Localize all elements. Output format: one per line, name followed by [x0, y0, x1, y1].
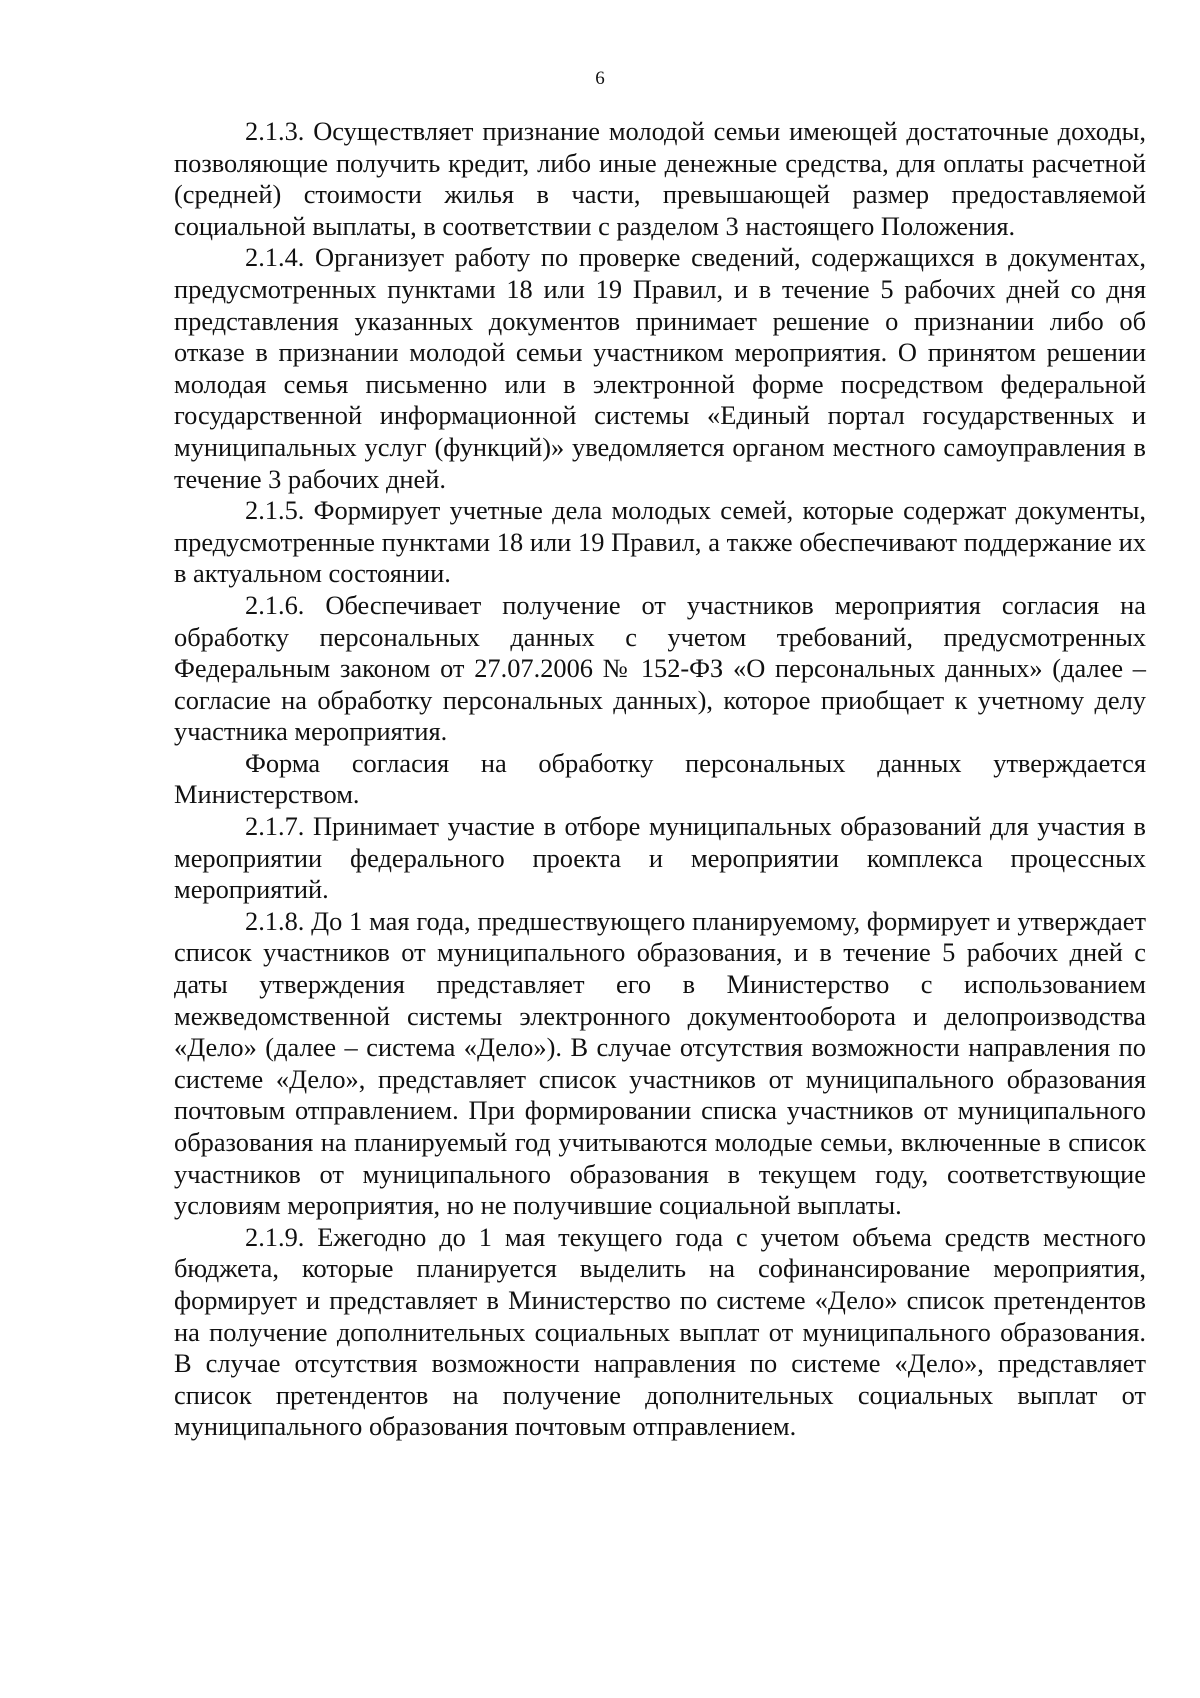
paragraph-2-1-8: 2.1.8. До 1 мая года, предшествующего планируемому, формирует и утверждает список участников от муниципального образования, и в течение 5 рабочих дней с даты утверждения представляет его в Министерство с использованием межведомственной системы электронного документооборота и делопроизводства «Дело» (далее – система «Дело»). В случае отсутствия возможности направления по системе «Дело», представляет список участников от муниципального образования почтовым отправлением. При формировании списка участников от муниципального образования на планируемый год учитываются молодые семьи, включенные в список участников от муниципального образования в текущем году, соответствующие условиям мероприятия, но не получившие социальной выплаты.	[174, 905, 1146, 1221]
paragraph-2-1-7: 2.1.7. Принимает участие в отборе муниципальных образований для участия в мероприятии федерального проекта и мероприятии комплекса процессных мероприятий.	[174, 811, 1146, 905]
paragraph-2-1-9: 2.1.9. Ежегодно до 1 мая текущего года с учетом объема средств местного бюджета, которые планируется выделить на софинансирование мероприятия, формирует и представляет в Министерство по системе «Дело» список претендентов на получение дополнительных социальных выплат от муниципального образования. В случае отсутствия возможности направления по системе «Дело», представляет список претендентов на получение дополнительных социальных выплат от муниципального образования почтовым отправлением.	[174, 1221, 1146, 1442]
paragraph-consent-form: Форма согласия на обработку персональных данных утверждается Министерством.	[174, 747, 1146, 810]
page-number: 6	[595, 68, 605, 89]
paragraph-2-1-3: 2.1.3. Осуществляет признание молодой семьи имеющей достаточные доходы, позволяющие получить кредит, либо иные денежные средства, для оплаты расчетной (средней) стоимости жилья в части, превышающей размер предоставляемой социальной выплаты, в соответствии с разделом 3 настоящего Положения.	[174, 116, 1146, 241]
paragraph-2-1-5: 2.1.5. Формирует учетные дела молодых семей, которые содержат документы, предусмотренные пунктами 18 или 19 Правил, а также обеспечивают поддержание их в актуальном состоянии.	[174, 495, 1146, 589]
document-body	[174, 116, 1146, 1443]
paragraph-2-1-4: 2.1.4. Организует работу по проверке сведений, содержащихся в документах, предусмотренных пунктами 18 или 19 Правил, и в течение 5 рабочих дней со дня представления указанных документов принимает решение о признании либо об отказе в признании молодой семьи участником мероприятия. О принятом решении молодая семья письменно или в электронной форме посредством федеральной государственной информационной системы «Единый портал государственных и муниципальных услуг (функций)» уведомляется органом местного самоуправления в течение 3 рабочих дней.	[174, 242, 1146, 494]
paragraph-2-1-6: 2.1.6. Обеспечивает получение от участников мероприятия согласия на обработку персональных данных с учетом требований, предусмотренных Федеральным законом от 27.07.2006 № 152-ФЗ «О персональных данных» (далее – согласие на обработку персональных данных), которое приобщает к учетному делу участника мероприятия.	[174, 589, 1146, 747]
